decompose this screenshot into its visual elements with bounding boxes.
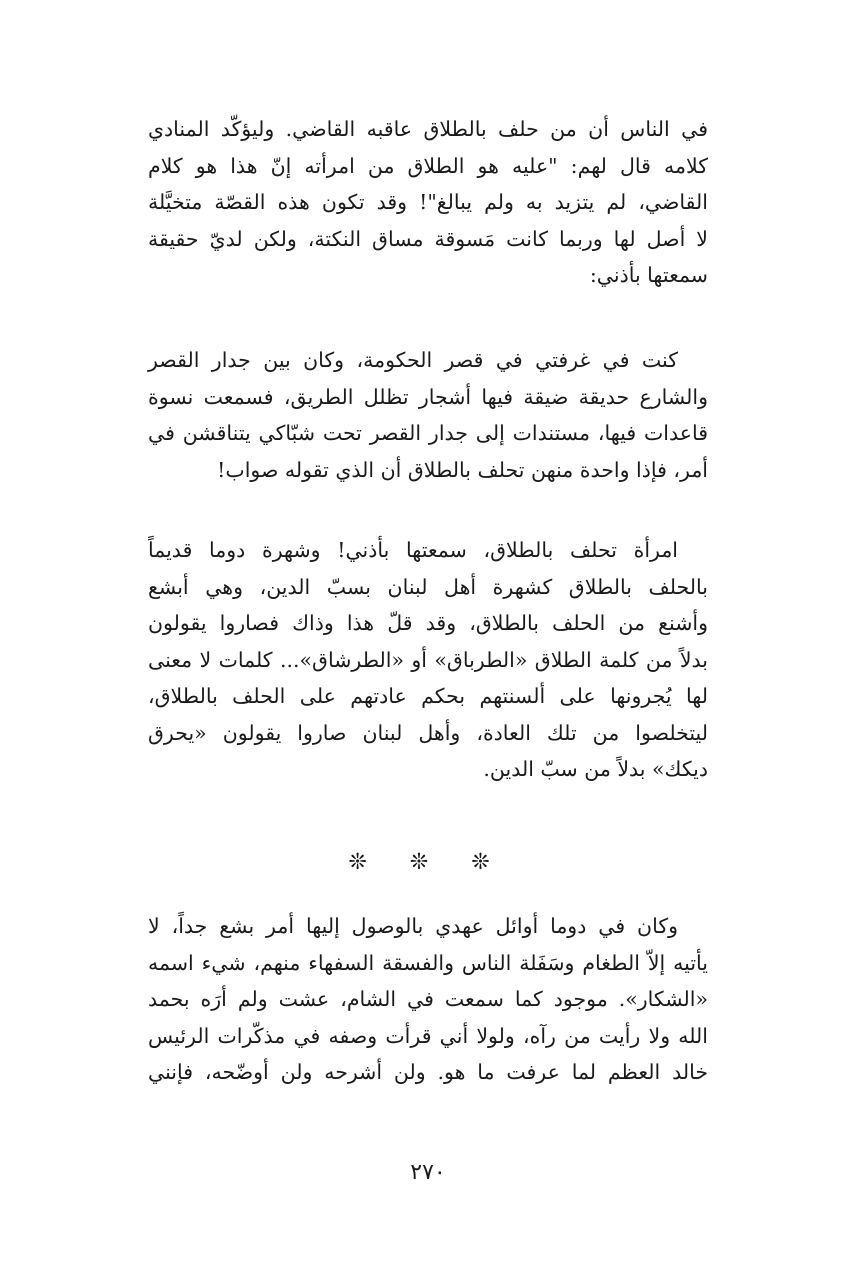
text-line: «الشكار». موجود كما سمعت في الشام، عشت ولم أرَه بحمد: [148, 987, 708, 1011]
paragraph-1: [148, 111, 708, 294]
text-line: قاعدات فيها، مستندات إلى جدار القصر تحت شبّاكي يتناقشن في: [148, 421, 708, 445]
text-line: أمر، فإذا واحدة منهن تحلف بالطلاق أن الذي تقوله صواب!: [217, 457, 708, 482]
page-number: ٢٧٠: [410, 1160, 446, 1185]
text-line: وكان في دوما أوائل عهدي بالوصول إليها أمر بشع جداً، لا: [148, 914, 678, 938]
paragraph-3: [148, 532, 708, 788]
text-line: الله ولا رأيت من رآه، ولولا أني قرأت وصفه في مذكّرات الرئيس: [148, 1023, 708, 1048]
text-line: بدلاً من كلمة الطلاق «الطرباق» أو «الطرشاق»... كلمات لا معنى: [148, 647, 708, 672]
text-line: ديكك» بدلاً من سبّ الدين.: [483, 757, 708, 781]
text-line: كنت في غرفتي في قصر الحكومة، وكان بين جدار القصر: [148, 348, 678, 372]
paragraph-2: [148, 342, 708, 488]
text-line: كلامه قال لهم: "عليه هو الطلاق من امرأته إنّ هذا هو كلام: [148, 153, 708, 178]
text-line: بالحلف بالطلاق كشهرة أهل لبنان بسبّ الدين، وهي أبشع: [148, 574, 708, 599]
text-line: لا أصل لها وربما كانت مَسوقة مساق النكتة، ولكن لديّ حقيقة: [148, 226, 708, 251]
text-line: القاضي، لم يتزيد به ولم يبالغ"! وقد تكون هذه القصّة متخيَّلة: [148, 190, 708, 214]
text-line: سمعتها بأذني:: [589, 263, 708, 287]
section-separator: ❊ ❊ ❊: [348, 850, 508, 875]
text-line: خالد العظم لما عرفت ما هو. ولن أشرحه ولن أوضّحه، فإنني: [148, 1060, 708, 1084]
text-line: والشارع حديقة ضيقة فيها أشجار تظلل الطريق، فسمعت نسوة: [148, 384, 708, 409]
text-line: يأتيه إلاّ الطغام وسَفَلة الناس والفسقة السفهاء منهم، شيء اسمه: [148, 950, 708, 975]
text-line: ليتخلصوا من تلك العادة، وأهل لبنان صاروا يقولون «يحرق: [148, 720, 708, 745]
paragraph-4: [148, 908, 708, 1091]
text-line: وأشنع من الحلف بالطلاق، وقد قلّ هذا وذاك فصاروا يقولون: [148, 611, 708, 635]
text-line: لها يُجرونها على ألسنتهم بحكم عادتهم على الحلف بالطلاق،: [148, 684, 708, 708]
text-line: في الناس أن من حلف بالطلاق عاقبه القاضي. وليؤكّد المنادي: [148, 117, 708, 141]
text-line: امرأة تحلف بالطلاق، سمعتها بأذني! وشهرة دوما قديماً: [148, 538, 678, 562]
